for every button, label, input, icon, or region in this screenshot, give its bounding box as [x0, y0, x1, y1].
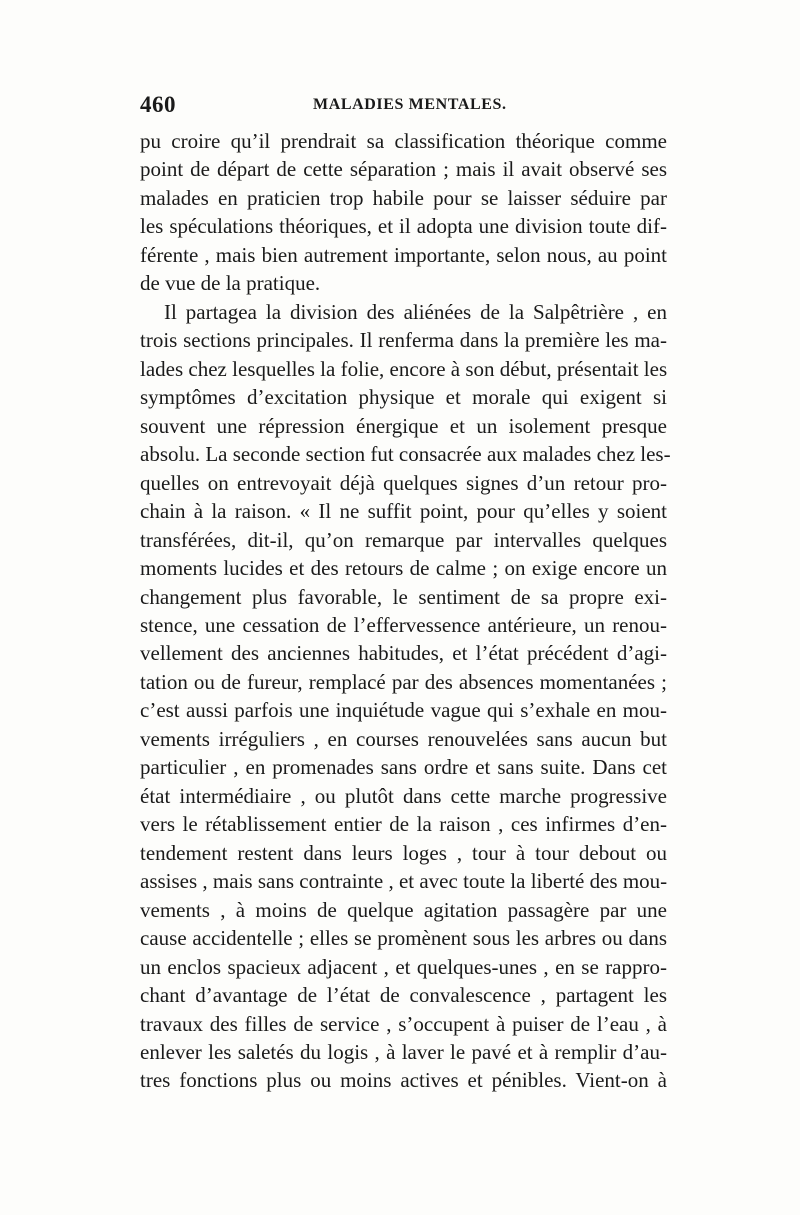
page-number: 460: [140, 92, 176, 117]
text-line: tendement restent dans leurs loges , tour à tour debout ou: [140, 840, 667, 865]
text-line: stence, une cessation de l’effervessence antérieure, un renou-: [140, 612, 667, 637]
text-line: chain à la raison. « Il ne suffit point, pour qu’elles y soient: [140, 499, 667, 524]
text-line: assises , mais sans contrainte , et avec toute la liberté des mou-: [140, 869, 668, 894]
text-line: moments lucides et des retours de calme ; on exige encore un: [140, 556, 667, 581]
text-line: férente , mais bien autrement importante, selon nous, au point: [140, 242, 667, 267]
paragraph-end-line: de vue de la pratique.: [140, 271, 321, 296]
running-header: [140, 92, 667, 122]
text-line: transférées, dit-il, qu’on remarque par intervalles quelques: [140, 527, 667, 552]
text-line: symptômes d’excitation physique et morale qui exigent si: [140, 385, 667, 410]
text-line: souvent une répression énergique et un isolement presque: [140, 413, 667, 438]
text-line: un enclos spacieux adjacent , et quelques-unes , en se rappro-: [140, 954, 667, 979]
text-line: tres fonctions plus ou moins actives et pénibles. Vient-on à: [140, 1068, 667, 1093]
text-line: changement plus favorable, le sentiment de sa propre exi-: [140, 584, 667, 609]
body-text: [140, 127, 671, 1095]
text-line: travaux des filles de service , s’occupent à puiser de l’eau , à: [140, 1011, 667, 1036]
text-line: les spéculations théoriques, et il adopta une division toute dif-: [140, 214, 667, 239]
paragraph-start-line: Il partagea la division des aliénées de la Salpêtrière , en: [164, 299, 667, 324]
text-line: pu croire qu’il prendrait sa classification théorique comme: [140, 129, 667, 153]
text-line: vements irréguliers , en courses renouvelées sans aucun but: [140, 726, 667, 751]
text-line: cause accidentelle ; elles se promènent sous les arbres ou dans: [140, 926, 667, 951]
text-line: point de départ de cette séparation ; mais il avait observé ses: [140, 157, 667, 182]
text-line: malades en praticien trop habile pour se laisser séduire par: [140, 185, 667, 210]
text-line: c’est aussi parfois une inquiétude vague qui s’exhale en mou-: [140, 698, 667, 723]
text-line: vements , à moins de quelque agitation passagère par une: [140, 897, 667, 922]
running-title: MALADIES MENTALES.: [313, 96, 507, 113]
text-line: chant d’avantage de l’état de convalescence , partagent les: [140, 983, 667, 1008]
text-line: tation ou de fureur, remplacé par des absences momentanées ;: [140, 669, 667, 694]
text-line: lades chez lesquelles la folie, encore à son début, présentait les: [140, 356, 668, 381]
text-line: absolu. La seconde section fut consacrée aux malades chez les-: [140, 442, 671, 467]
text-line: vers le rétablissement entier de la raison , ces infirmes d’en-: [140, 812, 667, 837]
text-line: état intermédiaire , ou plutôt dans cette marche progressive: [140, 783, 667, 808]
text-line: particulier , en promenades sans ordre et sans suite. Dans cet: [140, 755, 667, 780]
text-line: quelles on entrevoyait déjà quelques signes d’un retour pro-: [140, 470, 667, 495]
text-line: vellement des anciennes habitudes, et l’état précédent d’agi-: [140, 641, 667, 666]
text-line: enlever les saletés du logis , à laver le pavé et à remplir d’au-: [140, 1040, 667, 1064]
text-line: trois sections principales. Il renferma dans la première les ma-: [140, 328, 667, 353]
